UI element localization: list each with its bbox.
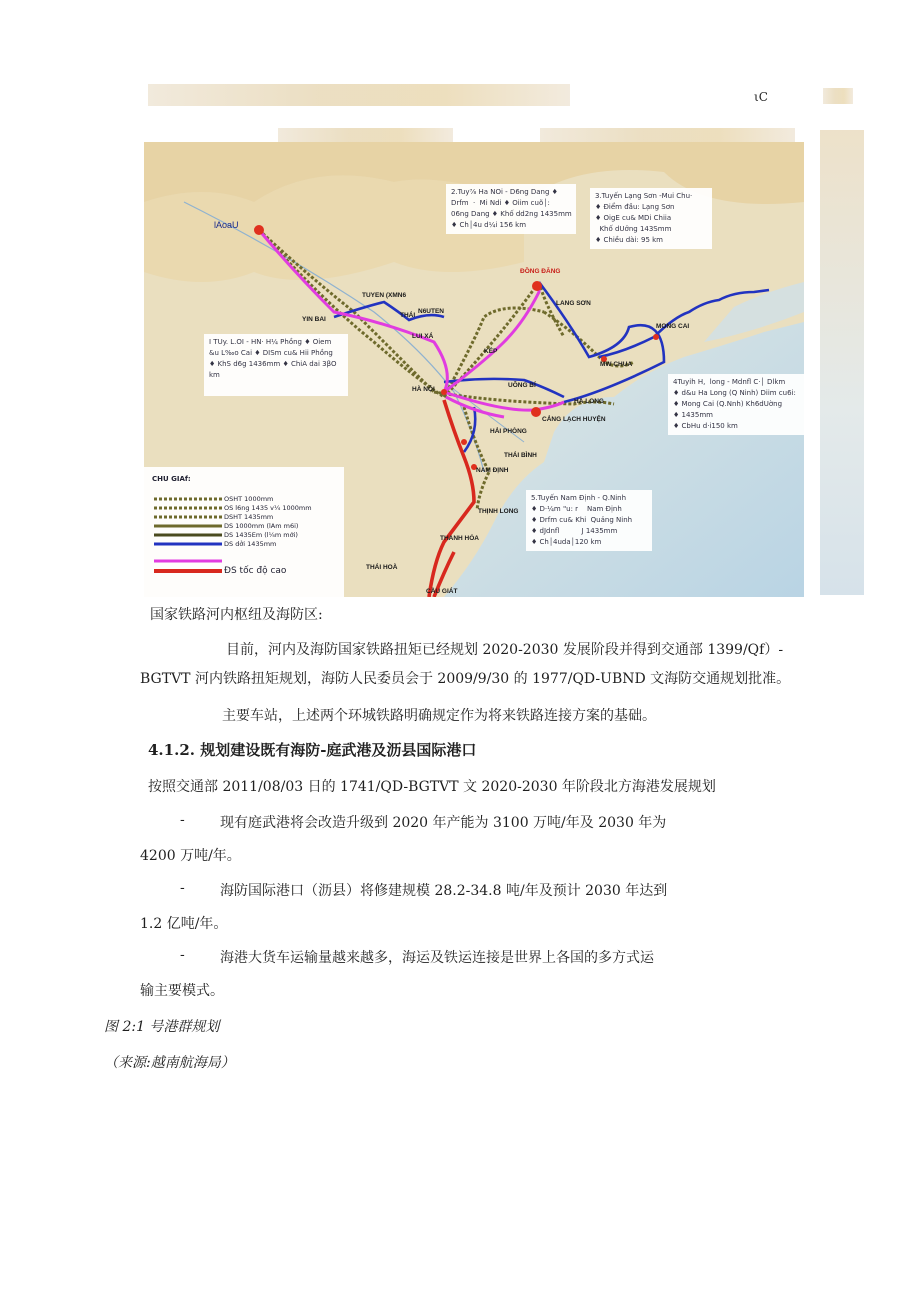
bullet-2-dash: - — [180, 880, 185, 896]
legend-title: CHU GIAf: — [152, 475, 191, 483]
label-caugiat: CẦU GIÁT — [426, 588, 458, 595]
bullet-2-line-2: 1.2 亿吨/年。 — [140, 916, 228, 932]
label-halong: HẠ LONG — [574, 398, 604, 405]
label-canglach: CẢNG LẠCH HUYỆN — [542, 416, 606, 423]
legend-item-1: OSHT 1000mm — [224, 495, 274, 503]
label-langson: LANG SƠN — [556, 300, 591, 307]
label-thinhlong: THỊNH LONG — [478, 508, 519, 515]
label-laocai: lAoaU — [214, 220, 239, 230]
figure-source: （来源:越南航海局） — [104, 1055, 235, 1071]
paragraph-1-line-1: 目前，河内及海防国家铁路扭矩已经规划 2020-2030 发展阶段并得到交通部 1399/Qf）- — [226, 642, 784, 658]
figure-caption: 图 2:1 号港群规划 — [104, 1019, 220, 1035]
legend-swatches — [152, 495, 226, 595]
label-kep: KÉP — [484, 348, 498, 355]
bullet-3-dash: - — [180, 947, 185, 963]
label-uongbi: UÔNG BÍ — [508, 382, 536, 389]
callout-route-1: I TUy. L.OI - HN· H¼ Phồng ♦ Oiem &u L‰o Cai ♦ DISm cu& Hii Phồng ♦ KhS d6g 1436mm ♦ ChiA dai 3βO km — [204, 334, 348, 396]
legend-item-3: DSHT 1435mm — [224, 513, 274, 521]
label-yenbai: YIN BAI — [302, 316, 326, 323]
paragraph-2: 主要车站，上述两个环城铁路明确规定作为将来铁路连接方案的基础。 — [222, 708, 656, 724]
callout-route-4: 4Tuyih H, long - Mdnfl C·│ Dlkm ♦ d&u Ha Long (Q Ninh) Diim cu6i: ♦ Mong Cai (Q.Nnh) Kh6dUờng ♦ 1435mm ♦ CbHu d·i150 km — [668, 374, 804, 435]
paragraph-3: 按照交通部 2011/08/03 日的 1741/QD-BGTVT 文 2020-2030 年阶段北方海港发展规划 — [148, 779, 716, 795]
label-dongdang: ĐỒNG ĐĂNG — [520, 268, 561, 275]
legend-item-6: DS dởi 1435mm — [224, 540, 277, 548]
label-tuyen: TUYEN (XMN6 — [362, 292, 407, 299]
label-namdinh: NAM ĐỊNH — [476, 467, 509, 474]
bullet-2-line-1: 海防国际港口（沥县）将修建规模 28.2-34.8 吨/年及预计 2030 年达到 — [220, 883, 668, 899]
section-heading: 4.1.2. 规划建设既有海防-庭武港及沥县国际港口 — [148, 741, 477, 759]
bullet-1-line-1: 现有庭武港将会改造升级到 2020 年产能为 3100 万吨/年及 2030 年为 — [220, 815, 667, 831]
label-haiphong: HẢI PHÒNG — [490, 428, 527, 435]
bullet-1-dash: - — [180, 812, 185, 828]
legend-item-4: DS 1000mm (lAm m6i) — [224, 522, 299, 530]
map-legend — [144, 467, 344, 597]
map-top-strip-left — [148, 84, 570, 106]
map-caption: 国家铁路河内枢纽及海防区: — [150, 607, 323, 623]
railway-map — [144, 142, 804, 597]
callout-route-5: 5.Tuyến Nam Định - Q.Ninh ♦ D·¼m "u: r Nam Định ♦ Drfm cu& Khi Quảng Ninh ♦ dJdnfl J 1435mm ♦ Ch│4uda│120 km — [526, 490, 652, 551]
top-fragment-text: ιC — [754, 90, 768, 104]
label-thanhhoa: THANH HÓA — [440, 535, 479, 542]
label-thaihoa: THÁI HOÀ — [366, 564, 398, 571]
legend-item-8: ĐS tốc độ cao — [224, 566, 287, 576]
label-luixa: LUI XÁ — [412, 333, 434, 340]
label-mongcai: MONG CAI — [656, 323, 690, 330]
bullet-3-line-2: 输主要模式。 — [140, 983, 224, 999]
legend-item-2: OS l6ng 1435 v¼ 1000mm — [224, 504, 312, 512]
label-thai: THÁI — [400, 312, 416, 319]
map-top-strip-right — [823, 88, 853, 104]
label-thaibinh: THÁI BÌNH — [504, 452, 537, 459]
bullet-3-line-1: 海港大货车运输量越来越多，海运及铁运连接是世界上各国的多方式运 — [220, 950, 654, 966]
legend-item-5: DS 1435Em (l¼m mới) — [224, 531, 298, 539]
label-nguyen: N6UTEN — [418, 308, 445, 315]
bullet-1-line-2: 4200 万吨/年。 — [140, 848, 241, 864]
label-mwchua: MW CHUA — [600, 361, 633, 368]
callout-route-2: 2.Tuy⅞ Ha NOi - D6ng Dang ♦ Drfm · Mi Ndi ♦ Oiim cuõ│: 06ng Dang ♦ Khố dd2ng 1435mm ♦ Ch│4u d¼i 156 km — [446, 184, 576, 234]
callout-route-3: 3.Tuyến Lạng Sơn -Mui Chu· ♦ Điểm đầu: Lạng Sơn ♦ OigE cu& MDi Chiia Khố dUởng 143Smm ♦ Chiều dài: 95 km — [590, 188, 712, 249]
label-hanoi: HÀ NỘI — [412, 386, 435, 393]
paragraph-1-line-2: BGTVT 河内铁路扭矩规划，海防人民委员会于 2009/9/30 的 1977/QD-UBND 文海防交通规划批准。 — [140, 671, 791, 687]
map-side-strip — [820, 130, 864, 595]
